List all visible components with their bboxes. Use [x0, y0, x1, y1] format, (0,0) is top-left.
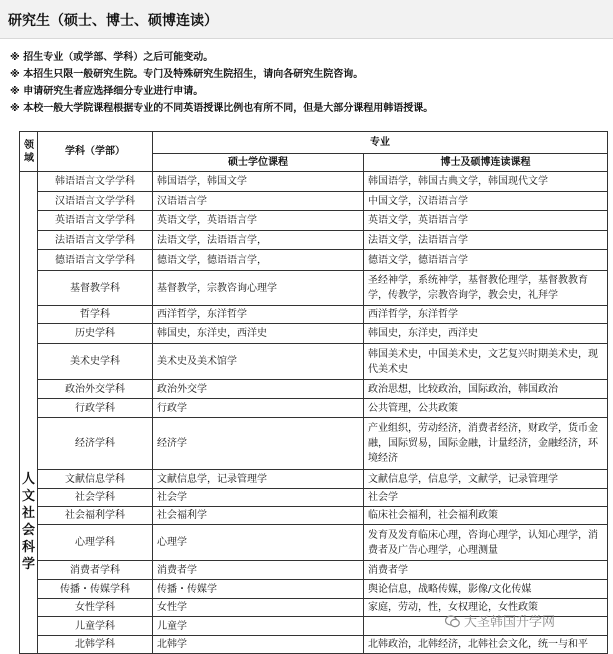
- table-row: [20, 636, 608, 654]
- header-master: 硕士学位课程: [153, 154, 364, 172]
- subject-cell: 基督教学科: [38, 271, 153, 306]
- page-title: 研究生（硕士、博士、硕博连读）: [8, 13, 218, 29]
- doctor-cell: 英语文学，英语语言学: [364, 211, 608, 231]
- master-cell: 儿童学: [153, 617, 364, 636]
- master-cell: 北韩学: [153, 636, 364, 654]
- table-row: [20, 324, 608, 344]
- doctor-cell: 韩国史，东洋史，西洋史: [364, 324, 608, 344]
- subject-cell: 德语语言文学学科: [38, 250, 153, 271]
- note-item: ※ 本校一般大学院课程根据专业的不同英语授课比例也有所不同，但是大部分课程用韩语授课。: [10, 103, 434, 114]
- doctor-cell: 社会学: [364, 489, 608, 507]
- subject-cell: 北韩学科: [38, 636, 153, 654]
- field-char: 人: [21, 471, 35, 487]
- table-row: [20, 306, 608, 324]
- subject-cell: 汉语语言文学学科: [38, 192, 153, 211]
- notes-list: [10, 49, 610, 117]
- master-cell: 政治外交学: [153, 380, 364, 399]
- note-item: ※ 本招生只限一般研究生院。专门及特殊研究生院招生，请向各研究生院咨询。: [10, 69, 364, 80]
- master-cell: 消费者学: [153, 561, 364, 580]
- subject-cell: 行政学科: [38, 399, 153, 418]
- master-cell: 社会福利学: [153, 507, 364, 525]
- master-cell: 德语文学，德语语言学，: [153, 250, 364, 271]
- master-cell: 行政学: [153, 399, 364, 418]
- subject-cell: 英语语言文学学科: [38, 211, 153, 231]
- field-cell: [20, 172, 38, 654]
- doctor-cell: 政治思想，比较政治，国际政治，韩国政治: [364, 380, 608, 399]
- master-cell: 韩国史，东洋史，西洋史: [153, 324, 364, 344]
- doctor-cell: 发育及发育临床心理，咨询心理学，认知心理学，消费者及广告心理学，心理测量: [364, 525, 608, 561]
- field-char: 科: [21, 539, 35, 555]
- table-row: [20, 561, 608, 580]
- doctor-cell: 法语文学，法语语言学: [364, 231, 608, 250]
- master-cell: 传播・传媒学: [153, 580, 364, 599]
- header-field: 领域: [20, 132, 38, 172]
- table-row: [20, 380, 608, 399]
- subject-cell: 韩语语言文学学科: [38, 172, 153, 192]
- master-cell: 西洋哲学，东洋哲学: [153, 306, 364, 324]
- table-row: [20, 192, 608, 211]
- subject-cell: 社会福利学科: [38, 507, 153, 525]
- field-char: 会: [21, 522, 35, 538]
- table-row: [20, 470, 608, 489]
- master-cell: 社会学: [153, 489, 364, 507]
- master-cell: 美术史及美术馆学: [153, 344, 364, 380]
- header-subject: 学科（学部）: [38, 132, 153, 172]
- doctor-cell: 德语文学，德语语言学: [364, 250, 608, 271]
- master-cell: 汉语语言学: [153, 192, 364, 211]
- table-row: [20, 507, 608, 525]
- doctor-cell: 中国文学，汉语语言学: [364, 192, 608, 211]
- field-char: 社: [21, 505, 35, 521]
- subject-cell: 美术史学科: [38, 344, 153, 380]
- subject-cell: 社会学科: [38, 489, 153, 507]
- table-row: [20, 211, 608, 231]
- table-row: [20, 344, 608, 380]
- doctor-cell: 消费者学: [364, 561, 608, 580]
- table-row: [20, 271, 608, 306]
- header-doctor: 博士及硕博连读课程: [364, 154, 608, 172]
- watermark-text: 大圣韩国升学网: [464, 615, 556, 630]
- doctor-cell: 圣经神学，系统神学，基督教伦理学，基督教教育学，传教学，宗教咨询学，教会史，礼拜学: [364, 271, 608, 306]
- subject-cell: 心理学科: [38, 525, 153, 561]
- doctor-cell: 舆论信息，战略传媒，影像/文化传媒: [364, 580, 608, 599]
- master-cell: 文献信息学，记录管理学: [153, 470, 364, 489]
- doctor-cell: 西洋哲学，东洋哲学: [364, 306, 608, 324]
- subject-cell: 文献信息学科: [38, 470, 153, 489]
- subject-cell: 消费者学科: [38, 561, 153, 580]
- programs-table: [19, 131, 608, 654]
- subject-cell: 儿童学科: [38, 617, 153, 636]
- subject-cell: 政治外交学科: [38, 380, 153, 399]
- doctor-cell: 公共管理，公共政策: [364, 399, 608, 418]
- table-row: [20, 231, 608, 250]
- master-cell: 英语文学，英语语言学: [153, 211, 364, 231]
- watermark: [445, 611, 555, 630]
- doctor-cell: 文献信息学，信息学，文献学，记录管理学: [364, 470, 608, 489]
- master-cell: 女性学: [153, 599, 364, 617]
- subject-cell: 法语语言文学学科: [38, 231, 153, 250]
- subject-cell: 历史学科: [38, 324, 153, 344]
- subject-cell: 经济学科: [38, 418, 153, 470]
- subject-cell: 传播・传媒学科: [38, 580, 153, 599]
- doctor-cell: 北韩政治，北韩经济，北韩社会文化，统一与和平: [364, 636, 608, 654]
- master-cell: 基督教学，宗教咨询心理学: [153, 271, 364, 306]
- master-cell: 法语文学，法语语言学，: [153, 231, 364, 250]
- doctor-cell: 韩国语学，韩国古典文学，韩国现代文学: [364, 172, 608, 192]
- table-row: [20, 172, 608, 192]
- page-title-bar: [0, 0, 613, 39]
- master-cell: 韩国语学，韩国文学: [153, 172, 364, 192]
- table-row: [20, 489, 608, 507]
- table-row: [20, 250, 608, 271]
- table-body: [20, 172, 608, 654]
- table-row: [20, 525, 608, 561]
- wechat-icon: [445, 615, 460, 628]
- field-char: 文: [21, 488, 35, 504]
- note-item: ※ 招生专业（或学部、学科）之后可能变动。: [10, 52, 214, 63]
- subject-cell: 女性学科: [38, 599, 153, 617]
- note-item: ※ 申请研究生者应选择细分专业进行申请。: [10, 86, 204, 97]
- doctor-cell: 韩国美术史，中国美术史，文艺复兴时期美术史，现代美术史: [364, 344, 608, 380]
- doctor-cell: 产业组织，劳动经济，消费者经济，财政学，货币金融，国际贸易，国际金融，计量经济，金融经济，环境经济: [364, 418, 608, 470]
- table-row: [20, 580, 608, 599]
- header-major: 专业: [153, 132, 608, 154]
- doctor-cell: 临床社会福利，社会福利政策: [364, 507, 608, 525]
- master-cell: 心理学: [153, 525, 364, 561]
- field-char: 学: [21, 556, 35, 572]
- doctor-cell: 家庭，劳动，性，女权理论，女性政策: [364, 599, 608, 617]
- table-row: [20, 399, 608, 418]
- subject-cell: 哲学科: [38, 306, 153, 324]
- table-row: [20, 418, 608, 470]
- master-cell: 经济学: [153, 418, 364, 470]
